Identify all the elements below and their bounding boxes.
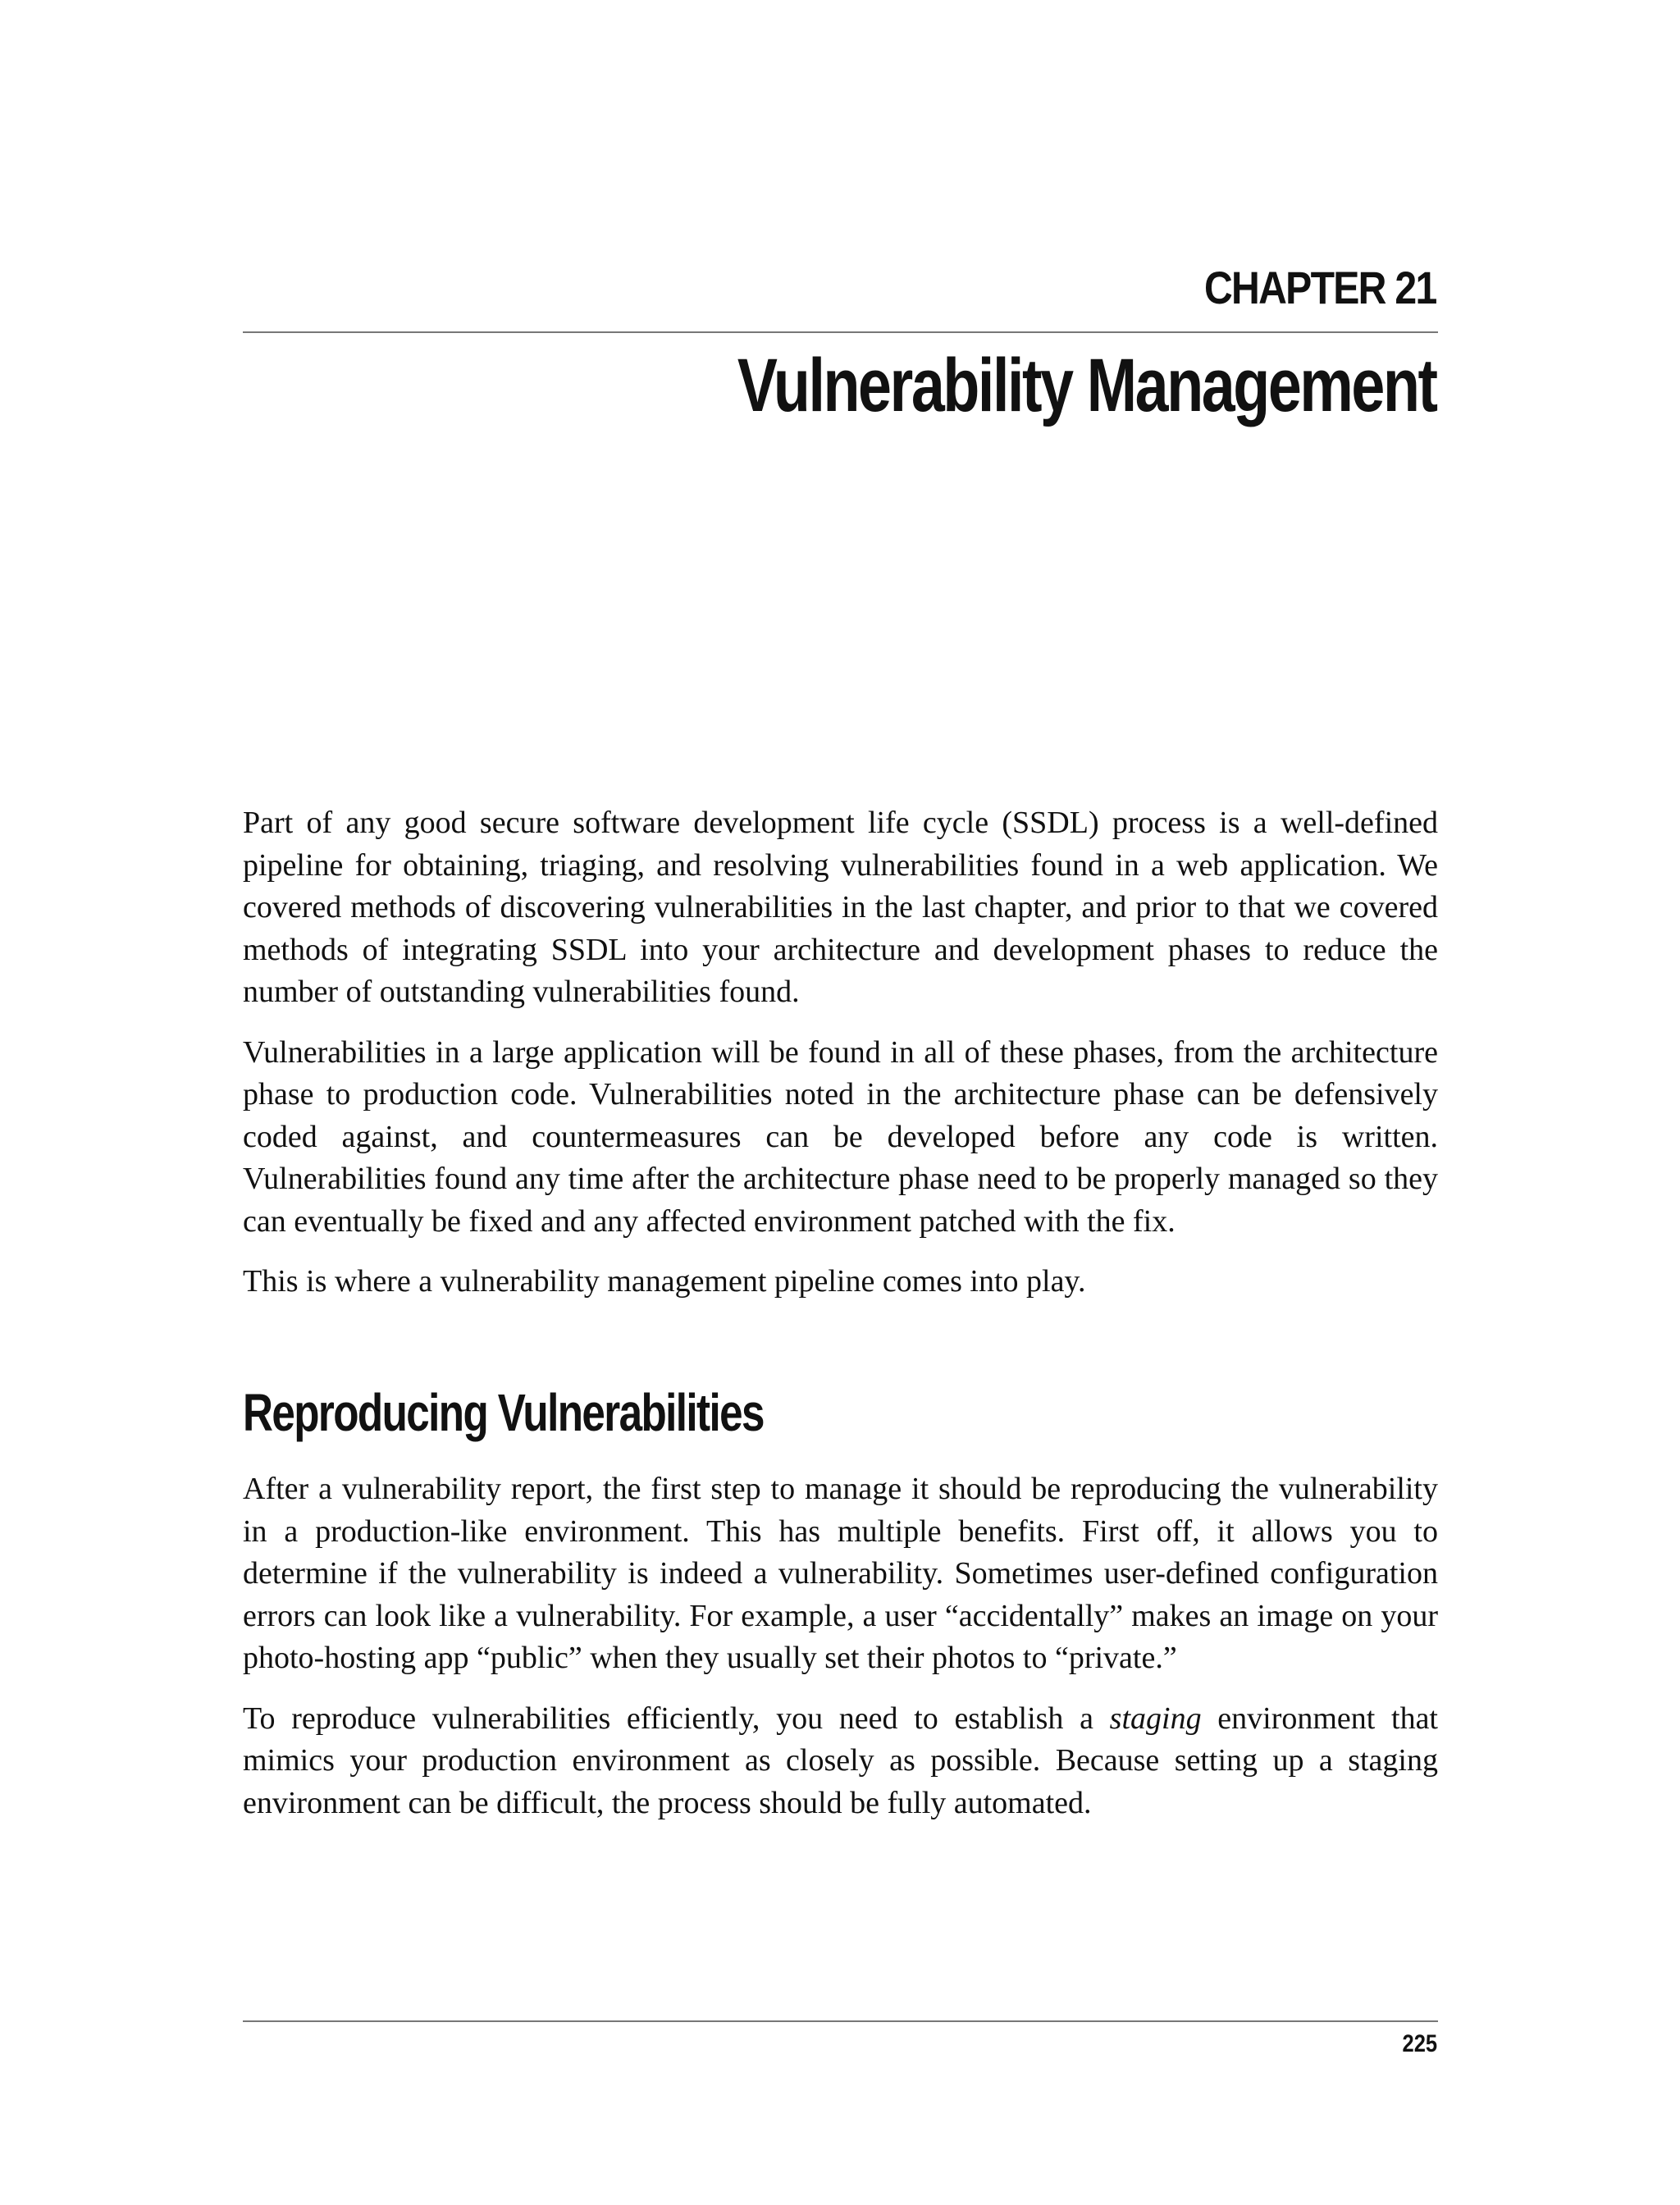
chapter-divider	[243, 331, 1438, 333]
page-number: 225	[1402, 2030, 1437, 2057]
footer-divider	[243, 2020, 1438, 2022]
section-paragraph-2	[243, 1698, 1438, 1825]
section-text	[243, 1468, 1438, 1842]
paragraph-text-before: To reproduce vulnerabilities efficiently, you need to establish a	[243, 1701, 1110, 1736]
emphasis-staging: staging	[1109, 1701, 1202, 1736]
intro-paragraph-3: This is where a vulnerability management pipeline comes into play.	[243, 1264, 1086, 1299]
intro-paragraph-2: Vulnerabilities in a large application will be found in all of these phases, from the architecture phase to production code. Vulnerabilities noted in the architecture phase can be defensively coded against, and countermeasures can be developed before any code is written. Vulnerabilities found any time after the architecture phase need to be properly managed so they can eventually be fixed and any affected environment patched with the fix.	[243, 1034, 1438, 1239]
chapter-label: CHAPTER 21	[1204, 262, 1436, 313]
intro-paragraph-1: Part of any good secure software development life cycle (SSDL) process is a well-defined pipeline for obtaining, triaging, and resolving vulnerabilities found in a web application. We covered methods of discovering vulnerabilities in the last chapter, and prior to that we covered methods of integrating SSDL into your architecture and development phases to reduce the number of outstanding vulnerabilities found.	[243, 806, 1438, 1009]
paragraph-text-after: environment that mimics your production environment as closely as possible. Because setting up a staging environment can be difficult, the process should be fully automated.	[243, 1701, 1438, 1820]
section-paragraph-1: After a vulnerability report, the first step to manage it should be reproducing the vulnerability in a production-like environment. This has multiple benefits. First off, it allows you to determine if the vulnerability is indeed a vulnerability. Sometimes user-defined configuration errors can look like a vulnerability. For example, a user “accidentally” makes an image on your photo-hosting app “public” when they usually set their photos to “private.”	[243, 1472, 1438, 1675]
section-heading: Reproducing Vulnerabilities	[243, 1383, 764, 1442]
intro-text	[243, 802, 1438, 1322]
chapter-title: Vulnerability Management	[737, 344, 1436, 427]
